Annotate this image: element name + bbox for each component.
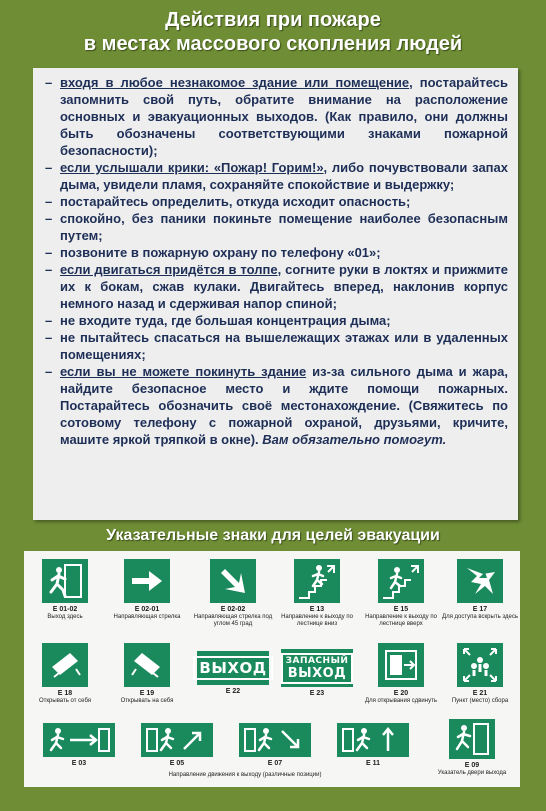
sign-e02-01 [110, 559, 184, 621]
sign-e03 [36, 723, 122, 768]
sign-code: Е 17 [472, 606, 488, 613]
title-line-2: в местах массового скопления людей [83, 33, 463, 55]
sign-caption: Указатель двери выхода [437, 770, 507, 776]
sign-caption: Открывать на себя [120, 698, 174, 704]
sign-code: Е 19 [139, 690, 155, 697]
run-up-arrow-icon [337, 723, 409, 757]
sign-code: Е 22 [225, 688, 241, 695]
sign-e11 [330, 723, 416, 768]
sign-caption: Пункт (место) сбора [451, 698, 509, 704]
sign-code: Е 23 [309, 690, 325, 697]
sign-code: Е 01-02 [52, 606, 78, 613]
sign-e01-02 [28, 559, 102, 621]
arrow-diagonal-icon [210, 559, 256, 603]
sign-e20 [360, 643, 442, 705]
sign-e15 [360, 559, 442, 628]
sign-e09 [428, 719, 516, 777]
sign-code: Е 21 [472, 690, 488, 697]
sign-code: Е 02-01 [134, 606, 160, 613]
emergency-exit-word-line2: ВЫХОД [287, 665, 347, 681]
rule-item: – не входите туда, где большая концентрация дыма; [45, 313, 391, 328]
sign-e02-02 [192, 559, 274, 628]
slide-door-icon [378, 643, 424, 687]
pull-door-icon [124, 643, 170, 687]
sign-caption: Открывать от себя [39, 698, 91, 704]
signs-section-title: Указательные знаки для целей эвакуации [106, 527, 440, 544]
title-line-1: Действия при пожаре [165, 9, 381, 31]
sign-caption: Для доступа вскрыть здесь [442, 614, 518, 620]
sign-e21 [442, 643, 518, 705]
run-down-arrow-icon [239, 723, 311, 757]
emergency-exit-word-line1: ЗАПАСНЫЙ [285, 655, 349, 666]
run-right-arrow-icon [43, 723, 115, 757]
run-door-icon [449, 719, 495, 759]
push-door-icon [42, 643, 88, 687]
sign-code: Е 03 [71, 760, 87, 767]
sign-caption: Направление к выходу по лестнице вниз [281, 614, 353, 627]
emergency-exit-word [281, 653, 354, 684]
rule-item: – постарайтесь определить, откуда исходит опасность; [45, 194, 411, 209]
sign-code: Е 20 [393, 690, 409, 697]
row3-caption: Направление движения к выходу (различные позиции) [168, 772, 322, 778]
rule-item: – позвоните в пожарную охрану по телефону «01»; [45, 245, 381, 260]
rule-item: – если двигаться придётся в толпе, согните руки в локтях и прижмите их к бокам, сжав кулаки. Двигайтесь вперед, наклонив корпус немного назад и сдерживая напор спиной; [45, 262, 508, 311]
rules-panel [33, 68, 518, 520]
sign-code: Е 15 [393, 606, 409, 613]
sign-e07 [232, 723, 318, 768]
sign-code: Е 09 [464, 762, 480, 769]
rules-list [33, 68, 518, 448]
sign-e23 [276, 649, 358, 698]
rule-item: – не пытайтесь спасаться на вышележащих этажах или в удаленных помещениях; [45, 330, 508, 362]
stairs-up-icon [378, 559, 424, 603]
sign-code: Е 18 [57, 690, 73, 697]
emergency-exit-word-icon [281, 649, 353, 687]
sign-code: Е 05 [169, 760, 185, 767]
sign-code: Е 11 [365, 760, 380, 767]
stairs-down-icon [294, 559, 340, 603]
sign-code: Е 07 [267, 760, 283, 767]
sign-e22 [192, 651, 274, 696]
break-glass-icon [457, 559, 503, 603]
sign-e18 [28, 643, 102, 705]
signs-panel [24, 551, 520, 787]
arrow-right-icon [124, 559, 170, 603]
run-diagonal-arrow-icon [141, 723, 213, 757]
sign-caption: Для открывания сдвинуть [365, 698, 437, 704]
sign-caption: Направляющая стрелка под углом 45 град [193, 614, 273, 627]
rule-item: – входя в любое незнакомое здание или помещение, постарайтесь запомнить свой путь, обратите внимание на расположение основных и эвакуационных выходов. (Как правило, они должны быть обозначены соответствующими знаками пожарной безопасности); [45, 75, 508, 158]
page-title [0, 8, 546, 56]
assembly-point-icon [457, 643, 503, 687]
sign-caption: Направляющая стрелка [113, 614, 181, 620]
exit-word-icon [197, 651, 269, 685]
rule-item: – если услышали крики: «Пожар! Горим!», либо почувствовали запах дыма, увидели пламя, сохраняйте спокойствие и выдержку; [45, 160, 508, 192]
sign-code: Е 13 [309, 606, 325, 613]
sign-e19 [110, 643, 184, 705]
sign-e05 [134, 723, 220, 768]
rule-item: – если вы не можете покинуть здание из-за сильного дыма и жара, найдите безопасное место и ждите помощи пожарных. Постарайтесь обозначить своё местонахождение. (Свяжитесь по сотовому телефону с пожарной охраной, друзьями, кричите, машите яркой тряпкой в окне). Вам обязательно помогут. [45, 364, 508, 447]
rule-item: – спокойно, без паники покиньте помещение наиболее безопасным путем; [45, 211, 508, 243]
sign-caption: Направление к выходу по лестнице вверх [365, 614, 437, 627]
running-man-door-icon [42, 559, 88, 603]
sign-e13 [276, 559, 358, 628]
sign-code: Е 02-02 [220, 606, 246, 613]
sign-caption: Выход здесь [47, 614, 83, 620]
exit-word: ВЫХОД [193, 656, 272, 680]
sign-e17 [442, 559, 518, 621]
